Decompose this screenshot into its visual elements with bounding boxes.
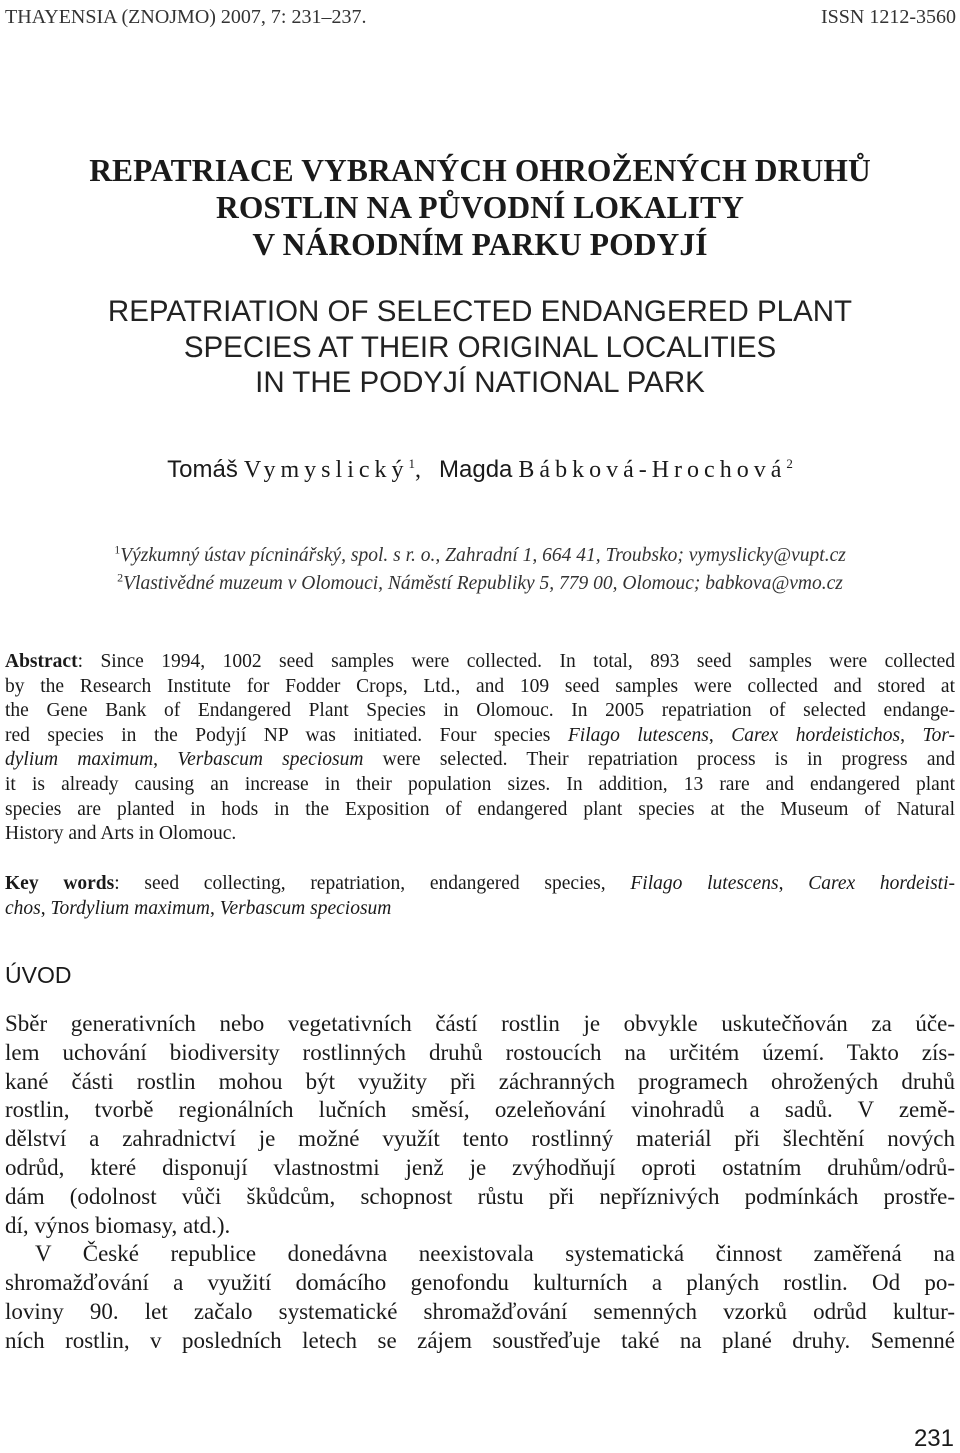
body-line: Sběr generativních nebo vegetativních částí rostlin je obvykle uskutečňován za úče-	[5, 1011, 955, 1036]
species-name: Filago lutescens	[567, 724, 709, 746]
body-text	[5, 1010, 955, 1356]
author-surname: Vymyslický	[243, 457, 409, 483]
affiliation-line	[0, 570, 960, 598]
abstract-line	[5, 650, 955, 675]
authors	[0, 456, 960, 484]
page-number: 231	[913, 1425, 954, 1452]
title-czech-line: ROSTLIN NA PŮVODNÍ LOKALITY	[215, 190, 745, 225]
keywords	[5, 872, 955, 921]
abstract-line	[5, 748, 955, 773]
keywords-label: Key words	[5, 873, 115, 894]
author-affiliation-mark: 2	[786, 456, 793, 471]
species-name: Tordylium maximum	[50, 897, 210, 919]
species-name: Carex hordeistichos	[731, 724, 901, 746]
keywords-text: ,	[778, 873, 809, 894]
body-line: ních rostlin, v posledních letech se zájem soustřeďuje také na plané druhy. Semenné	[5, 1327, 955, 1353]
abstract	[5, 650, 955, 847]
keywords-text: ,	[40, 897, 51, 919]
affiliation-line	[0, 542, 960, 570]
affiliations	[0, 542, 960, 598]
title-czech	[0, 152, 960, 263]
body-line: dělství a zahradnictví je možné využít tento rostlinný materiál při šlechtění nových	[5, 1126, 955, 1152]
abstract-text: : Since 1994, 1002 seed samples were collected. In total, 893 seed samples were collected	[77, 651, 955, 672]
author-surname: Bábková-Hrochová	[518, 457, 787, 483]
title-english-line: IN THE PODYJÍ NATIONAL PARK	[255, 366, 705, 399]
body-line: rostlin, tvorbě regionálních lučních směsí, ozeleňování vinohradů a sadů. V země-	[5, 1097, 955, 1123]
author-given-name: Magda	[439, 456, 513, 483]
affiliation-text: Vlastivědné muzeum v Olomouci, Náměstí Republiky 5, 779 00, Olomouc; babkova@vmo.cz	[123, 573, 843, 594]
body-line: dí, výnos biomasy, atd.).	[5, 1212, 231, 1238]
title-english	[0, 294, 960, 401]
body-line: V České republice donedávna neexistovala systematická činnost zaměřená na	[35, 1241, 955, 1267]
keywords-line	[5, 897, 955, 922]
abstract-line	[5, 724, 955, 749]
body-line: odrůd, které disponují vlastnostmi jenž je zvýhodňují oproti ostatním druhům/odrů-	[5, 1154, 955, 1180]
abstract-label: Abstract	[5, 651, 78, 672]
abstract-text: ,	[900, 724, 923, 746]
keywords-line	[5, 872, 955, 897]
section-heading: ÚVOD	[5, 962, 72, 988]
body-line: dám (odolnost vůči škůdcům, schopnost růstu při nepříznivých podmínkách prostře-	[5, 1183, 955, 1209]
abstract-text: red species in the Podyjí NP was initiated. Four species	[5, 724, 568, 746]
species-name: Filago lutescens	[630, 873, 779, 894]
running-header-issn: ISSN 1212-3560	[820, 6, 956, 28]
species-name: dylium maximum	[5, 749, 154, 771]
author-given-name: Tomáš	[167, 456, 238, 483]
species-name: chos	[5, 897, 41, 919]
affiliation-mark: 2	[117, 570, 124, 585]
abstract-line: it is already causing an increase in their population sizes. In addition, 13 rare and endangered plant	[5, 773, 955, 795]
keywords-text: : seed collecting, repatriation, endangered species,	[114, 873, 631, 894]
affiliation-text: Výzkumný ústav pícninářský, spol. s r. o., Zahradní 1, 664 41, Troubsko; vymyslicky@vupt.cz	[120, 545, 846, 566]
title-czech-line: REPATRIACE VYBRANÝCH OHROŽENÝCH DRUHŮ	[89, 153, 871, 188]
body-line: lem uchování biodiversity rostlinných druhů rostoucích na určitém území. Takto zís-	[5, 1039, 955, 1065]
running-header-journal: THAYENSIA (ZNOJMO) 2007, 7: 231–237.	[5, 6, 367, 28]
species-name: Verbascum speciosum	[219, 897, 392, 919]
author-separator: ,	[415, 457, 422, 483]
title-czech-line: V NÁRODNÍM PARKU PODYJÍ	[252, 227, 708, 262]
affiliation-mark: 1	[114, 542, 121, 557]
abstract-line: species are planted in hods in the Exposition of endangered plant species at the Museum of Natural	[5, 798, 955, 820]
abstract-line: the Gene Bank of Endangered Plant Species in Olomouc. In 2005 repatriation of selected endange-	[5, 700, 955, 722]
keywords-text: ,	[209, 897, 220, 919]
body-line: shromažďování a využití domácího genofondu kulturních a planých rostlin. Od po-	[5, 1270, 955, 1296]
species-name: Carex hordeisti-	[808, 873, 956, 894]
species-name: Tor-	[922, 724, 956, 746]
abstract-text: ,	[708, 724, 732, 746]
title-english-line: SPECIES AT THEIR ORIGINAL LOCALITIES	[183, 330, 777, 364]
abstract-text: were selected. Their repatriation process is in progress and	[363, 749, 956, 771]
body-line: loviny 90. let začalo systematické shromažďování semenných vzorků odrůd kultur-	[5, 1298, 955, 1324]
abstract-line: by the Research Institute for Fodder Crops, Ltd., and 109 seed samples were collected and stored at	[5, 675, 955, 697]
species-name: Verbascum speciosum	[177, 749, 364, 771]
abstract-text: ,	[153, 749, 178, 771]
title-english-line: REPATRIATION OF SELECTED ENDANGERED PLANT	[107, 295, 853, 328]
abstract-line: History and Arts in Olomouc.	[5, 823, 237, 845]
author-affiliation-mark: 1	[408, 456, 416, 471]
body-line: kané části rostlin mohou být využity při záchranných programech ohrožených druhů	[5, 1068, 955, 1094]
